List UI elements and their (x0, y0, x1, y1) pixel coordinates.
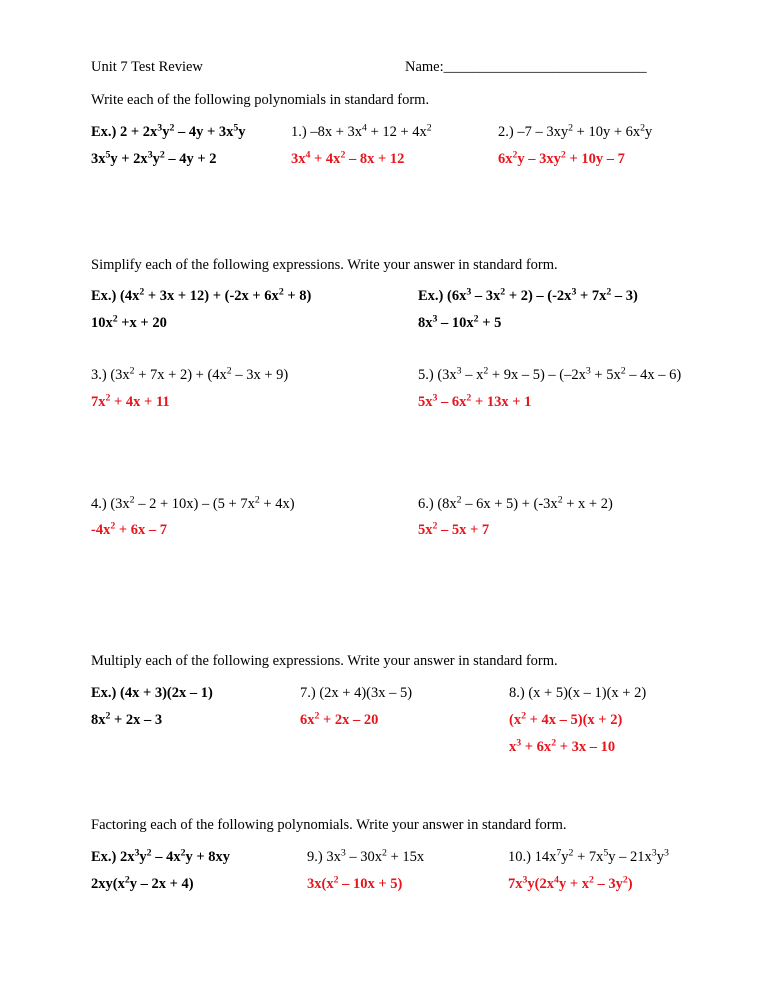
example-standard-form-answer: $3x^5y + 2x^3y^2 - 4y + 2$ (91, 149, 217, 167)
problem-9-answer: $3x(x^2 - 10x + 5)$ (307, 874, 403, 892)
example-standard-form-problem: Ex.) $2 + 2x^3y^2 - 4y + 3x^5y$ (91, 122, 246, 140)
problem-1-answer: $3x^4 + 4x^2 - 8x + 12$ (291, 149, 405, 167)
problem-10-answer: $7x^3y(2x^4y + x^2 - 3y^2)$ (508, 874, 633, 892)
problem-7: 7.) (2x + 4)(3x – 5) (300, 685, 413, 701)
problem-6-answer: $5x^2 - 5x + 7$ (418, 520, 490, 538)
example-simplify-1-problem: Ex.) $(4x^2 + 3x + 12) + (-2x + 6x^2 + 8)$ (91, 286, 312, 304)
example-simplify-1-answer: $10x^2 +x + 20$ (91, 313, 167, 331)
problem-5-answer: $5x^3 - 6x^2 + 13x + 1$ (418, 392, 532, 410)
problem-8: 8.) (x + 5)(x – 1)(x + 2) (509, 685, 647, 701)
problem-9: 9.) $3x^3 - 30x^2 + 15x$ (307, 847, 425, 865)
section-factor-instruction: Factoring each of the following polynomials. Write your answer in standard form. (91, 817, 567, 833)
problem-4-answer: $-4x^2 + 6x - 7$ (91, 520, 168, 538)
example-simplify-2-answer: $8x^3 - 10x^2 + 5$ (418, 313, 502, 331)
problem-10: 10.) $14x^7y^2 + 7x^5y - 21x^3y^3$ (508, 847, 669, 865)
example-factor-problem: Ex.) $2x^3y^2 - 4x^2y + 8xy$ (91, 847, 231, 865)
problem-7-answer: $6x^2 + 2x - 20$ (300, 710, 379, 728)
problem-5: 5.) $(3x^3 - x^2 + 9x - 5) - (-2x^3 + 5x^2 - 4x - 6)$ (418, 365, 682, 383)
problem-6: 6.) $(8x^2 - 6x + 5) + (-3x^2 + x + 2)$ (418, 494, 613, 512)
problem-8-work-step: $(x^2 + 4x - 5)(x + 2)$ (509, 710, 623, 728)
example-simplify-2-problem: Ex.) $(6x^3 - 3x^2 + 2) - (-2x^3 + 7x^2 - 3)$ (418, 286, 638, 304)
problem-2-answer: $6x^2y - 3xy^2 + 10y - 7$ (498, 149, 625, 167)
section-simplify-instruction: Simplify each of the following expressions. Write your answer in standard form. (91, 257, 558, 273)
problem-3-answer: $7x^2 + 4x + 11$ (91, 392, 170, 410)
problem-2: 2.) $-7 - 3xy^2 + 10y + 6x^2y$ (498, 122, 653, 140)
example-factor-answer: $2xy(x^2y - 2x + 4)$ (91, 874, 194, 892)
problem-8-answer: $x^3 + 6x^2 + 3x - 10$ (509, 737, 616, 755)
example-multiply-problem: Ex.) (4x + 3)(2x – 1) (91, 685, 213, 701)
section-multiply-instruction: Multiply each of the following expressions. Write your answer in standard form. (91, 653, 558, 669)
worksheet-title: Unit 7 Test Review (91, 59, 203, 75)
section-standard-form-instruction: Write each of the following polynomials in standard form. (91, 92, 430, 108)
problem-1: 1.) $-8x + 3x^4 + 12 + 4x^2$ (291, 122, 432, 140)
example-multiply-answer: $8x^2 + 2x - 3$ (91, 710, 163, 728)
name-field-label: Name:____________________________ (405, 59, 647, 75)
problem-4: 4.) $(3x^2 - 2 + 10x) - (5 + 7x^2 + 4x)$ (91, 494, 295, 512)
problem-3: 3.) $(3x^2 + 7x + 2) + (4x^2 - 3x + 9)$ (91, 365, 289, 383)
